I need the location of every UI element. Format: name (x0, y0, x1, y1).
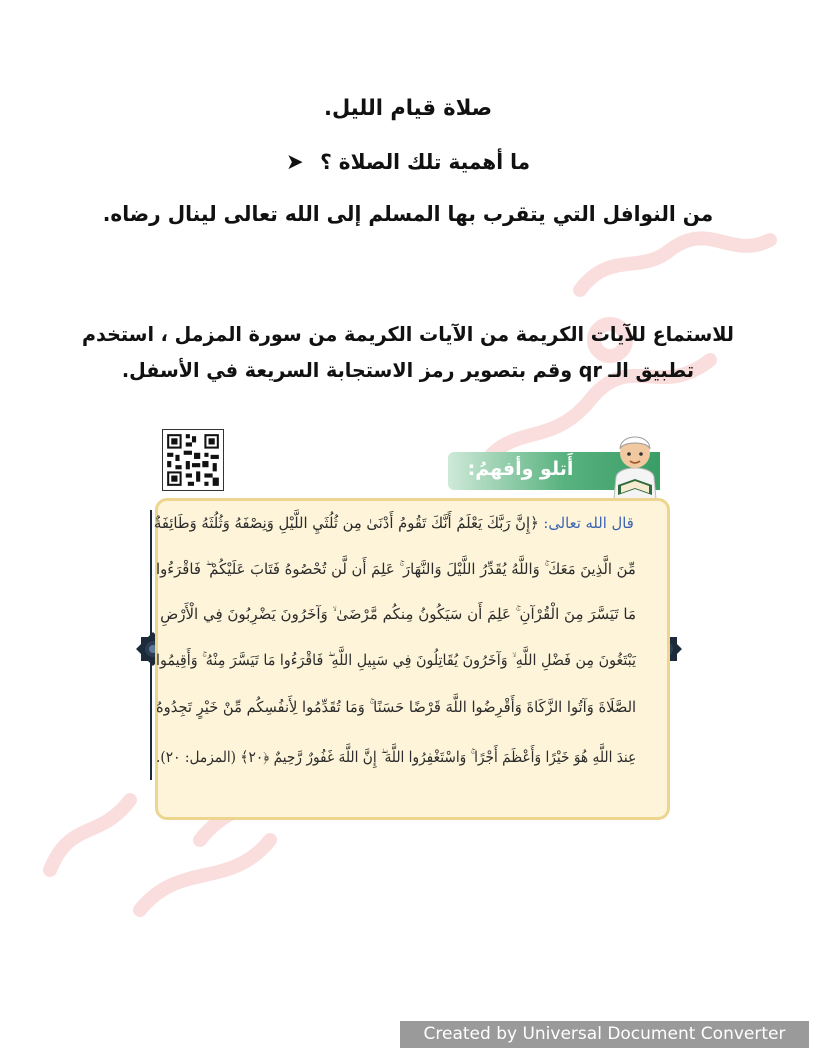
verse-line-first (154, 514, 634, 532)
verse-line: مَا تَيَسَّرَ مِنَ الْقُرْآنِ ۚ عَلِمَ أَن سَيَكُونُ مِنكُم مَّرْضَىٰ ۙ وَآخَرُونَ يَضْرِبُونَ فِي الْأَرْضِ (160, 605, 636, 623)
verse-line-last (156, 748, 636, 766)
verse-reference: (المزمل: ٢٠). (155, 748, 236, 766)
verse-intro: قال الله تعالى: (543, 514, 634, 532)
converter-footer: Created by Universal Document Converter (400, 1021, 809, 1048)
qr-code-icon[interactable] (162, 429, 224, 491)
question-text: ما أهمية تلك الصلاة ؟ (320, 150, 531, 174)
verse-line: مِّنَ الَّذِينَ مَعَكَ ۚ وَاللَّهُ يُقَدِّرُ اللَّيْلَ وَالنَّهَارَ ۚ عَلِمَ أَن لَّن تُحْصُوهُ فَتَابَ عَلَيْكُمْ ۖ فَاقْرَءُوا (156, 560, 636, 578)
page-title: صلاة قيام الليل. (323, 96, 493, 121)
question-line (18, 150, 798, 175)
verse-line: يَبْتَغُونَ مِن فَضْلِ اللَّهِ ۙ وَآخَرُونَ يُقَاتِلُونَ فِي سَبِيلِ اللَّهِ ۖ فَاقْرَءُوا مَا تَيَسَّرَ مِنْهُ ۚ وَأَقِيمُوا (156, 651, 636, 669)
verse-last-text: عِندَ اللَّهِ هُوَ خَيْرًا وَأَعْظَمَ أَجْرًا ۚ وَاسْتَغْفِرُوا اللَّهَ ۖ إِنَّ اللَّهَ غَفُورٌ رَّحِيمٌ ﴿٢٠﴾ (240, 748, 636, 766)
lesson-banner-title: أَتلو وأفهمُ: (467, 458, 574, 480)
answer-text: من النوافل التي يتقرب بها المسلم إلى الله تعالى لينال رضاه. (102, 202, 714, 226)
verse-line: الصَّلَاةَ وَآتُوا الزَّكَاةَ وَأَقْرِضُوا اللَّهَ قَرْضًا حَسَنًا ۚ وَمَا تُقَدِّمُوا لِأَنفُسِكُم مِّنْ خَيْرٍ تَجِدُوهُ (155, 698, 636, 716)
boy-reading-quran-icon (604, 425, 666, 500)
instruction-line-1: للاستماع للآيات الكريمة من الآيات الكريمة من سورة المزمل ، استخدم (82, 322, 734, 346)
instruction-line-2: تطبيق الـ qr وقم بتصوير رمز الاستجابة السريعة في الأسفل. (121, 358, 695, 382)
verse-first-text: ﴿إِنَّ رَبَّكَ يَعْلَمُ أَنَّكَ تَقُومُ أَدْنَىٰ مِن ثُلُثَيِ اللَّيْلِ وَنِصْفَهُ وَثُلُثَهُ وَطَائِفَةٌ (154, 514, 539, 532)
arrow-left-icon: ➤ (285, 150, 304, 175)
